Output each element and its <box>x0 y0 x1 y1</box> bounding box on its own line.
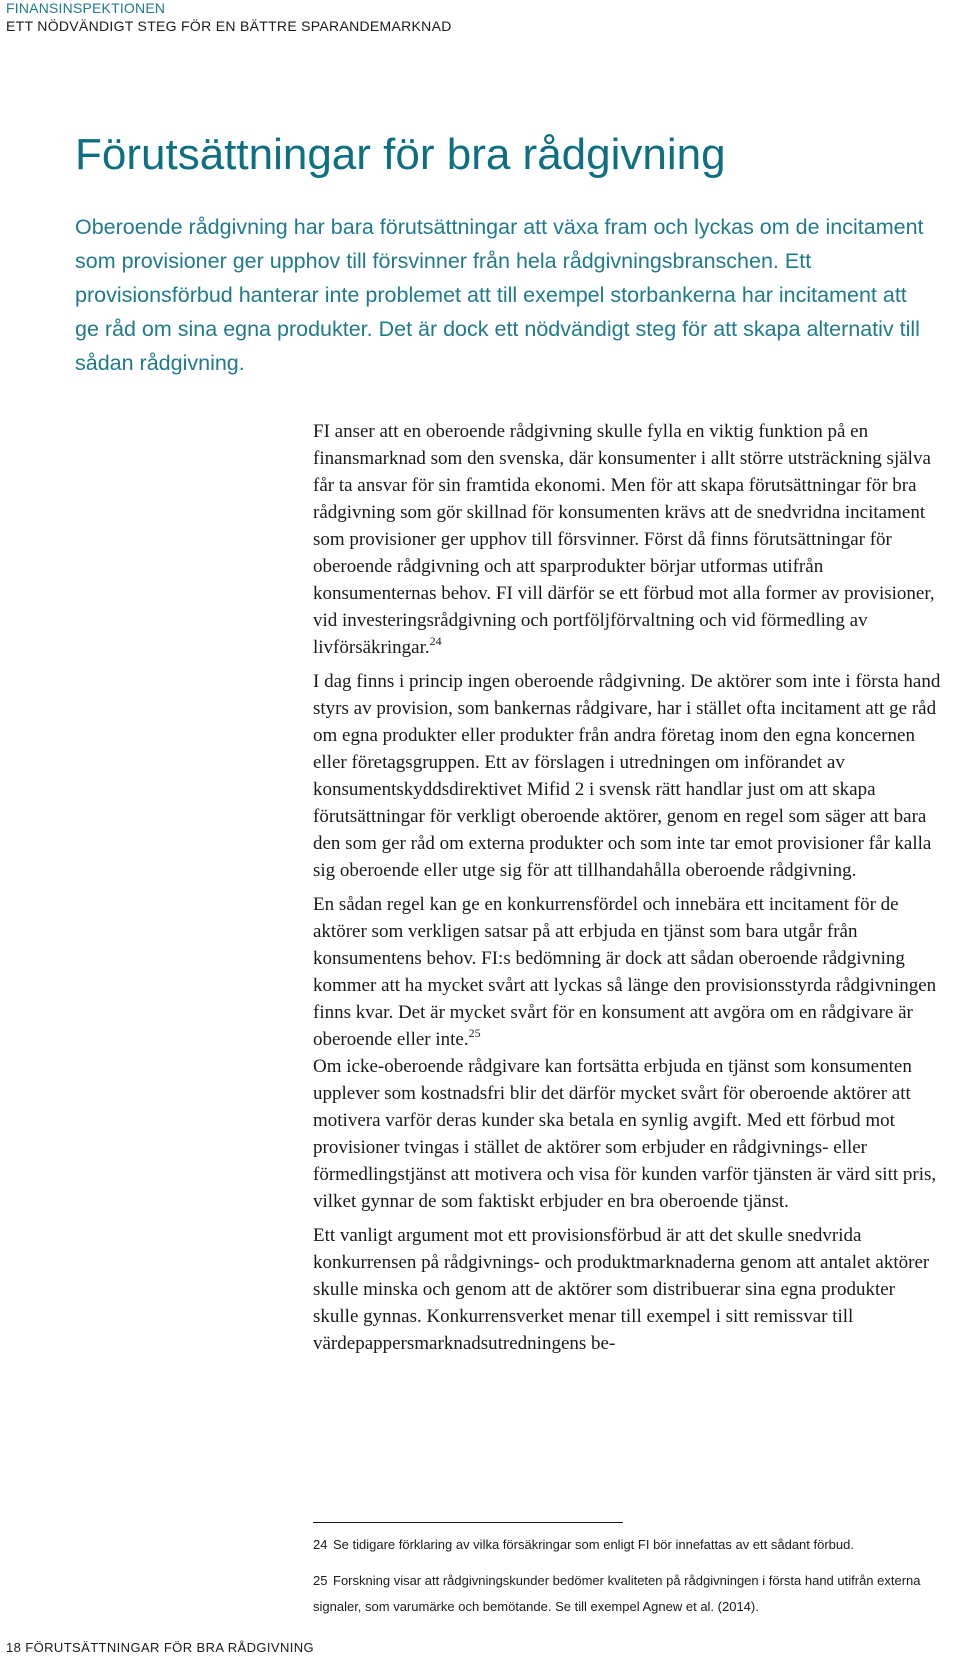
page-footer <box>6 1640 314 1655</box>
footnote-divider <box>313 1522 623 1523</box>
footnote-ref-25[interactable]: 25 <box>468 1026 481 1040</box>
organization-name: FINANSINSPEKTIONEN <box>6 0 166 16</box>
paragraph-text: FI anser att en oberoende rådgivning skulle fylla en viktig funktion på en finansmarknad som den svenska, där konsumenter i allt större utsträckning själva får ta ansvar för sin framtida ekonomi. Men för att skapa förutsättningar för bra rådgivning som gör skillnad för konsumenten krävs att de snedvridna incitament som provisioner ger upphov till försvinner. Först då finns förutsättningar för oberoende rådgivning och att sparprodukter börjar utformas utifrån konsumenternas behov. FI vill därför se ett förbud mot alla former av provisioner, vid investeringsrådgivning och portföljförvaltning och vid förmedling av livförsäkringar. <box>313 421 935 658</box>
footnote-ref-24[interactable]: 24 <box>429 634 442 648</box>
footnotes <box>313 1532 953 1630</box>
lead-paragraph: Oberoende rådgivning har bara förutsättningar att växa fram och lyckas om de incitament som provisioner ger upphov till försvinner från hela rådgivningsbranschen. Ett provisionsförbud hanterar inte problemet att till exempel storbankerna har incitament att ge råd om sina egna produkter. Det är dock ett nödvändigt steg för att skapa alternativ till sådan rådgivning. <box>75 215 924 375</box>
footnote-25 <box>313 1568 953 1620</box>
footnote-text: Forskning visar att rådgivningskunder bedömer kvaliteten på rådgivningen i första hand utifrån externa signaler, som varumärke och bemötande. Se till exempel Agnew et al. (2014). <box>313 1573 921 1614</box>
footnote-24 <box>313 1532 953 1558</box>
section-title: Förutsättningar för bra rådgivning <box>75 130 726 179</box>
body-paragraph: I dag finns i princip ingen oberoende rådgivning. De aktörer som inte i första hand styrs av provision, som bankernas rådgivare, har i stället ofta incitament att ge råd om egna produkter eller produkter från andra företag inom den egna koncernen eller företagsgruppen. Ett av förslagen i utredningen om införandet av konsumentskyddsdirektivet Mifid 2 i svensk rätt handlar just om att skapa förutsättningar för verkligt oberoende aktörer, genom en regel som säger att bara den som ger råd om externa produkter och som inte tar emot provisioner får kalla sig oberoende eller utge sig för att tillhandahålla oberoende rådgivning. <box>313 671 941 881</box>
body-text <box>313 418 943 1364</box>
paragraph-text: En sådan regel kan ge en konkurrensfördel och innebära ett incitament för de aktörer som verkligen satsar på att erbjuda en tjänst som bara utgår från konsumentens behov. FI:s bedömning är dock att sådan oberoende rådgivning kommer att ha mycket svårt att lyckas så länge den provisionsstyrda rådgivningen finns kvar. Det är mycket svårt för en konsument att avgöra om en rådgivare är oberoende eller inte. <box>313 894 937 1050</box>
body-paragraph <box>313 891 943 1053</box>
page-header <box>6 0 452 35</box>
footnote-text: Se tidigare förklaring av vilka försäkringar som enligt FI bör innefattas av ett sådant förbud. <box>333 1537 854 1552</box>
body-paragraph <box>313 418 943 661</box>
footnote-number: 24 <box>313 1537 328 1552</box>
page-number: 18 <box>6 1640 22 1655</box>
running-title: FÖRUTSÄTTNINGAR FÖR BRA RÅDGIVNING <box>25 1640 315 1655</box>
body-paragraph: Om icke-oberoende rådgivare kan fortsätta erbjuda en tjänst som konsumenten upplever som kostnadsfri blir det därför mycket svårt för oberoende aktörer att motivera varför deras kunder ska betala en synlig avgift. Med ett förbud mot provisioner tvingas i stället de aktörer som erbjuder en rådgivnings- eller förmedlingstjänst att motivera och visa för kunden varför tjänsten är värd sitt pris, vilket gynnar de som faktiskt erbjuder en bra oberoende tjänst. <box>313 1056 937 1212</box>
footnote-number: 25 <box>313 1573 328 1588</box>
body-paragraph: Ett vanligt argument mot ett provisionsförbud är att det skulle snedvrida konkurrensen på rådgivnings- och produktmarknaderna genom att antalet aktörer skulle minska och genom att de aktörer som distribuerar sina egna produkter skulle gynnas. Konkurrensverket menar till exempel i sitt remissvar till värdepappersmarknadsutredningens be- <box>313 1225 930 1354</box>
report-title: ETT NÖDVÄNDIGT STEG FÖR EN BÄTTRE SPARANDEMARKNAD <box>6 18 452 34</box>
